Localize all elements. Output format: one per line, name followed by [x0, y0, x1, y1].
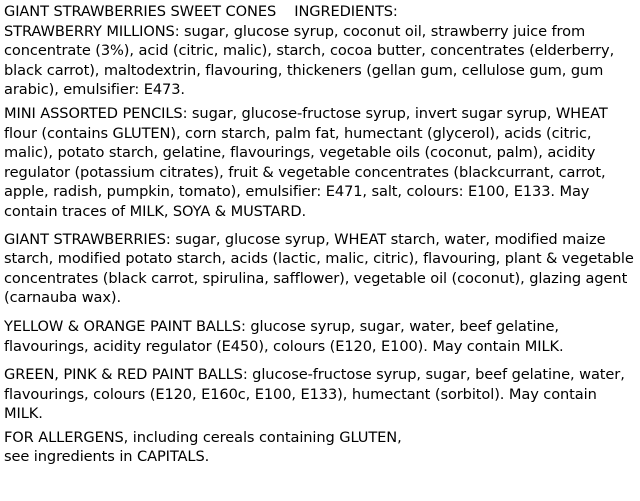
section-strawberry-millions-text: STRAWBERRY MILLIONS: sugar, glucose syrup, coconut oil, strawberry juice from concentrate (3%), acid (citric, malic), starch, cocoa butter, concentrates (elderberry, black carrot), maltodextrin, flavouring, thickeners (gellan gum, cellulose gum, gum arabic), emulsifier: E473. [4, 22, 615, 99]
section-giant-strawberries-text: GIANT STRAWBERRIES: sugar, glucose syrup, WHEAT starch, water, modified maize starch, modified potato starch, acids (lactic, malic, citric), flavouring, plant & vegetable concentrates (black carrot, spirulina, safflower), vegetable oil (coconut), glazing agent (carnauba wax). [4, 230, 634, 307]
label-header [4, 2, 636, 22]
allergen-notice [4, 428, 636, 467]
section-green-pink-red-paint-balls-text: GREEN, PINK & RED PAINT BALLS: glucose-fructose syrup, sugar, beef gelatine, water, flavourings, colours (E120, E160c, E100, E133), humectant (sorbitol). May contain MILK. [4, 366, 625, 423]
spacer [4, 222, 636, 230]
allergen-notice-line-1: FOR ALLERGENS, including cereals containing GLUTEN, [4, 428, 402, 446]
section-yellow-orange-paint-balls-text: YELLOW & ORANGE PAINT BALLS: glucose syrup, sugar, water, beef gelatine, flavourings, acidity regulator (E450), colours (E120, E100). May contain MILK. [4, 317, 564, 355]
section-green-pink-red-paint-balls [4, 365, 636, 424]
spacer [4, 356, 636, 365]
section-yellow-orange-paint-balls [4, 317, 636, 356]
section-mini-assorted-pencils [4, 104, 636, 222]
section-strawberry-millions [4, 22, 636, 100]
header-title-and-section: GIANT STRAWBERRIES SWEET CONES INGREDIENTS: [4, 3, 398, 20]
spacer [4, 308, 636, 317]
allergen-notice-line-2: see ingredients in CAPITALS. [4, 448, 210, 466]
section-mini-assorted-pencils-text: MINI ASSORTED PENCILS: sugar, glucose-fructose syrup, invert sugar syrup, WHEAT flour (contains GLUTEN), corn starch, palm fat, humectant (glycerol), acids (citric, malic), potato starch, gelatine, flavourings, vegetable oils (coconut, palm), acidity regulator (potassium citrates), fruit & vegetable concentrates (blackcurrant, carrot, apple, radish, pumpkin, tomato), emulsifier: E471, salt, colours: E100, E133. May contain traces of MILK, SOYA & MUSTARD. [4, 104, 608, 220]
section-giant-strawberries [4, 230, 636, 308]
